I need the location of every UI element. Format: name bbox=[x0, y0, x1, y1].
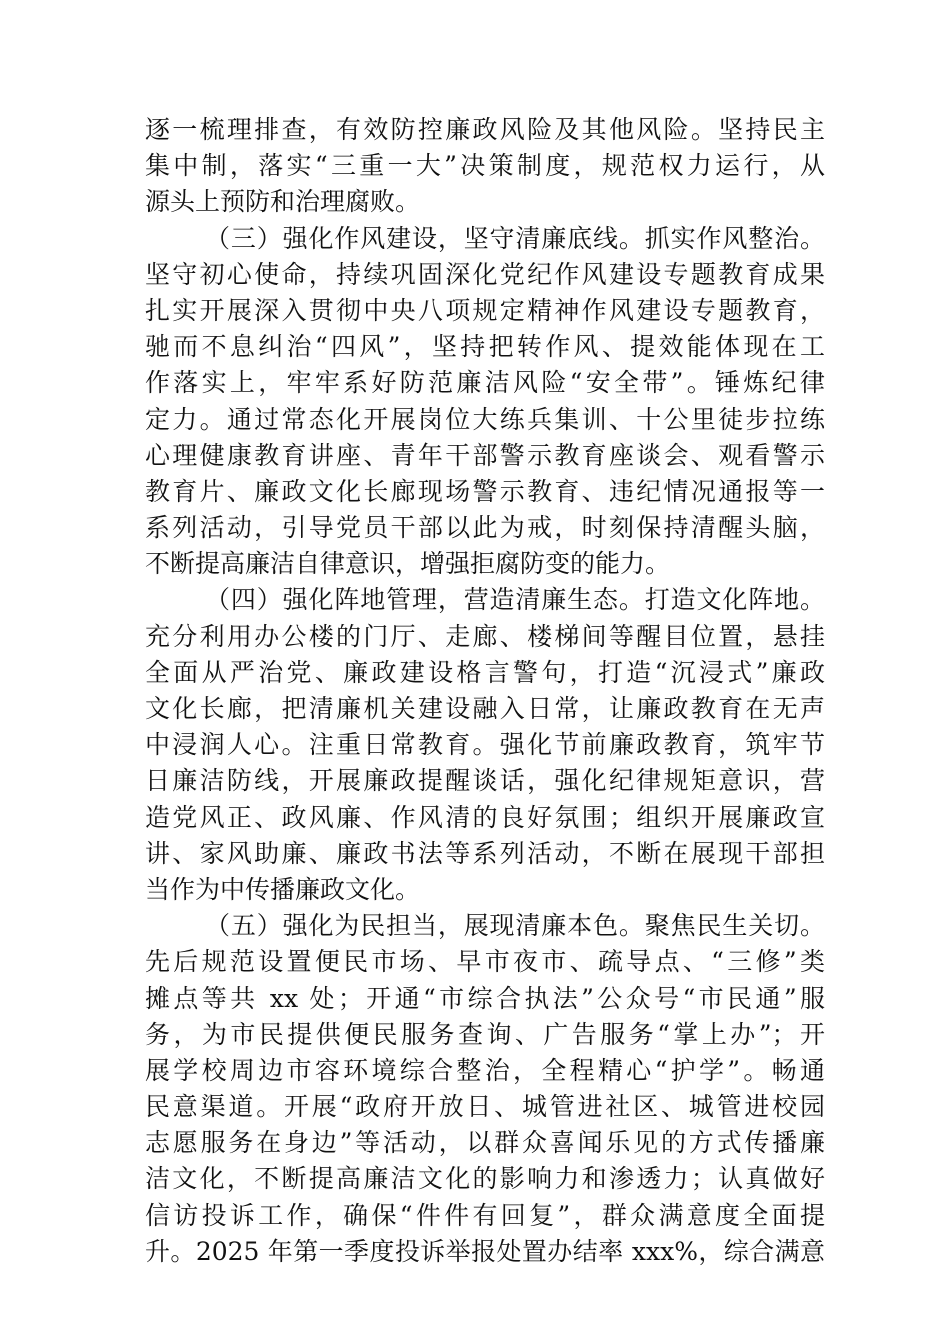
text-line: 洁文化，不断提高廉洁文化的影响力和渗透力；认真做好 bbox=[145, 1164, 825, 1194]
text-line: 务，为市民提供便民服务查询、广告服务“掌上办”；开 bbox=[145, 1019, 825, 1049]
text-line: 讲、家风助廉、廉政书法等系列活动，不断在展现干部担 bbox=[145, 838, 825, 868]
paragraph-first-line: （五）强化为民担当，展现清廉本色。聚焦民生关切。 bbox=[205, 911, 825, 941]
text-line: 系列活动，引导党员干部以此为戒，时刻保持清醒头脑， bbox=[145, 513, 825, 543]
paragraph-first-line: （三）强化作风建设，坚守清廉底线。抓实作风整治。 bbox=[205, 223, 825, 253]
text-line: 造党风正、政风廉、作风清的良好氛围；组织开展廉政宣 bbox=[145, 802, 825, 832]
text-line: 信访投诉工作，确保“件件有回复”，群众满意度全面提 bbox=[145, 1200, 825, 1230]
paragraph-first-line: （四）强化阵地管理，营造清廉生态。打造文化阵地。 bbox=[205, 585, 825, 615]
text-line: 充分利用办公楼的门厅、走廊、楼梯间等醒目位置，悬挂 bbox=[145, 621, 825, 651]
text-line: 定力。通过常态化开展岗位大练兵集训、十公里徒步拉练 bbox=[145, 404, 825, 434]
text-line: 逐一梳理排查，有效防控廉政风险及其他风险。坚持民主 bbox=[145, 115, 825, 144]
text-line: 心理健康教育讲座、青年干部警示教育座谈会、观看警示 bbox=[145, 440, 825, 470]
text-line: 作落实上，牢牢系好防范廉洁风险“安全带”。锤炼纪律 bbox=[145, 368, 825, 398]
text-line: 扎实开展深入贯彻中央八项规定精神作风建设专题教育， bbox=[145, 295, 825, 325]
document-body bbox=[145, 112, 825, 1270]
text-line: 驰而不息纠治“四风”，坚持把转作风、提效能体现在工 bbox=[145, 332, 825, 362]
text-line: 当作为中传播廉政文化。 bbox=[145, 874, 421, 904]
text-line: 全面从严治党、廉政建设格言警句，打造“沉浸式”廉政 bbox=[145, 657, 825, 687]
text-line: 坚守初心使命，持续巩固深化党纪作风建设专题教育成果 bbox=[145, 259, 825, 289]
text-line: 文化长廊，把清廉机关建设融入日常，让廉政教育在无声 bbox=[145, 694, 825, 723]
text-line: 源头上预防和治理腐败。 bbox=[145, 187, 421, 217]
text-line: 教育片、廉政文化长廊现场警示教育、违纪情况通报等一 bbox=[145, 476, 825, 506]
text-line: 先后规范设置便民市场、早市夜市、疏导点、“三修”类 bbox=[145, 947, 825, 977]
text-line: 摊点等共 xx 处；开通“市综合执法”公众号“市民通”服 bbox=[145, 983, 825, 1013]
text-line: 民意渠道。开展“政府开放日、城管进社区、城管进校园 bbox=[145, 1092, 825, 1122]
text-line: 日廉洁防线，开展廉政提醒谈话，强化纪律规矩意识，营 bbox=[145, 766, 825, 796]
text-line: 志愿服务在身边”等活动，以群众喜闻乐见的方式传播廉 bbox=[145, 1128, 825, 1158]
text-line: 中浸润人心。注重日常教育。强化节前廉政教育，筑牢节 bbox=[145, 730, 825, 760]
text-line: 不断提高廉洁自律意识，增强拒腐防变的能力。 bbox=[145, 549, 671, 579]
text-line: 升。2025 年第一季度投诉举报处置办结率 xxx%，综合满意 bbox=[145, 1236, 825, 1266]
text-line: 展学校周边市容环境综合整治，全程精心“护学”。畅通 bbox=[145, 1055, 825, 1085]
text-line: 集中制，落实“三重一大”决策制度，规范权力运行，从 bbox=[145, 151, 825, 181]
